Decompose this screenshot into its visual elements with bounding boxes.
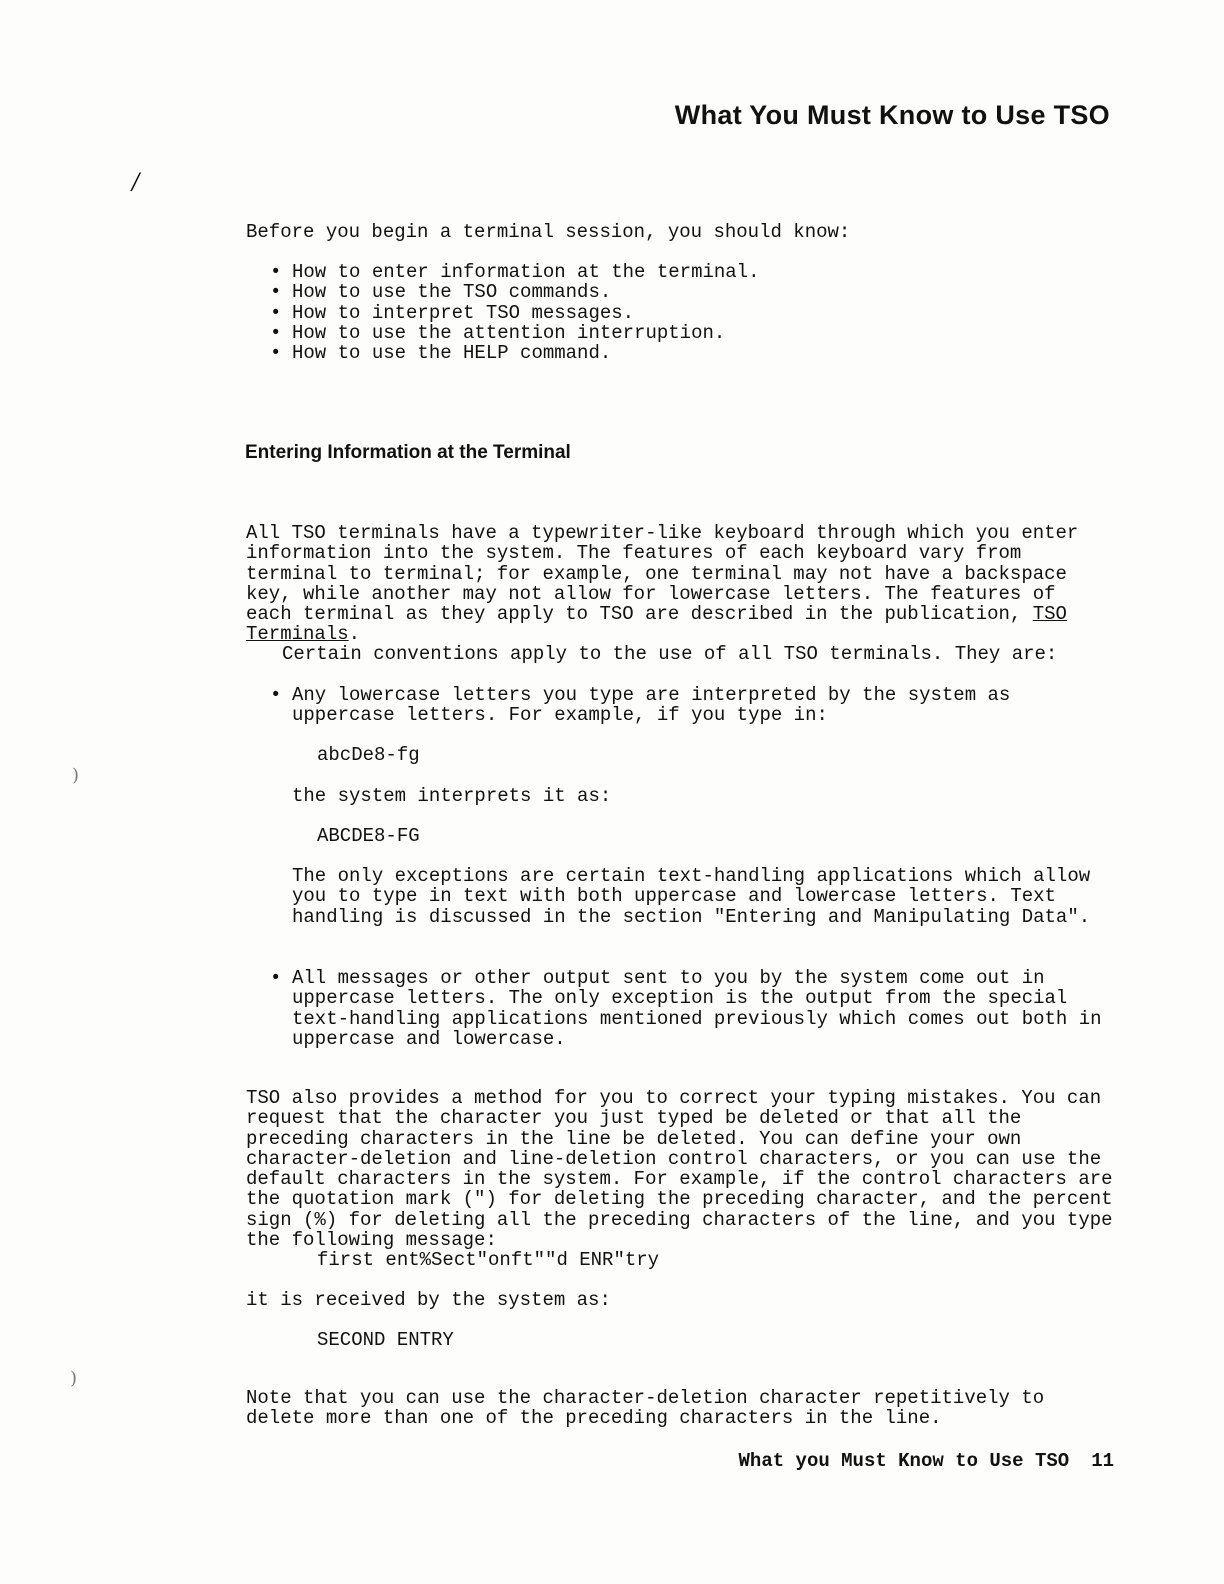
publication-reference: TSO Terminals: [246, 603, 1067, 646]
page-number: 11: [1091, 1450, 1114, 1472]
example-output: ABCDE8-FG: [317, 825, 420, 847]
list-item: [270, 685, 1120, 726]
example-input: abcDe8-fg: [317, 744, 420, 766]
intro-list: [270, 262, 759, 363]
example-received: SECOND ENTRY: [317, 1329, 454, 1351]
list-item: • How to use the HELP command.: [270, 343, 759, 363]
page-footer: [739, 1450, 1114, 1472]
paragraph-conventions: Certain conventions apply to the use of all TSO terminals. They are:: [282, 643, 1058, 665]
section-heading: Entering Information at the Terminal: [245, 442, 571, 463]
paragraph-text: All TSO terminals have a typewriter-like keyboard through which you enter information into the system. The features of each keyboard vary from terminal to terminal; for example, one terminal may not have a backspace key, while another may not allow for lowercase letters. The features of each terminal as they apply to TSO are described in the publication,: [246, 522, 1079, 626]
paragraph-terminals: [246, 523, 1106, 645]
list-item: • How to use the attention interruption.: [270, 323, 759, 343]
list-item: • How to interpret TSO messages.: [270, 303, 759, 323]
intro-text: Before you begin a terminal session, you should know:: [246, 221, 851, 243]
bullet-note: The only exceptions are certain text-handling applications which allow you to type in text with both uppercase and lowercase letters. Text handling is discussed in the section "Entering and Manipulating Data".: [292, 865, 1091, 928]
footer-title: What you Must Know to Use TSO: [738, 1450, 1070, 1472]
convention-list: [270, 685, 1120, 726]
margin-mark-icon: ): [72, 765, 80, 786]
ink-mark-icon: /: [132, 170, 140, 195]
list-item: [270, 968, 1110, 1049]
list-item: • How to use the TSO commands.: [270, 282, 759, 302]
list-item: • How to enter information at the terminal.: [270, 262, 759, 282]
bullet-icon: •: [270, 684, 282, 706]
paragraph-received: it is received by the system as:: [246, 1289, 611, 1311]
margin-mark-icon: ): [70, 1368, 78, 1389]
paragraph-text: .: [348, 623, 361, 646]
bullet-text: All messages or other output sent to you by the system come out in uppercase letters. The only exception is the output from the special text-handling applications mentioned previously which comes out both in uppercase and lowercase.: [292, 967, 1102, 1050]
example-typed: first ent%Sect"onft""d ENR"try: [317, 1249, 660, 1271]
bullet-text: the system interprets it as:: [292, 785, 612, 807]
paragraph-note: Note that you can use the character-deletion character repetitively to delete more than one of the preceding characters in the line.: [246, 1387, 1045, 1430]
bullet-icon: •: [270, 967, 282, 989]
page-title: What You Must Know to Use TSO: [674, 100, 1110, 130]
paragraph-correction: TSO also provides a method for you to correct your typing mistakes. You can request that the character you just typed be deleted or that all the preceding characters in the line be deleted. You can define your own character-deletion and line-deletion control characters, or you can use the default characters in the system. For example, if the control characters are the quotation mark (") for deleting the preceding character, and the percent sign (%) for deleting all the preceding characters of the line, and you type the following message:: [246, 1087, 1113, 1252]
bullet-text: Any lowercase letters you type are interpreted by the system as uppercase letters. For example, if you type in:: [292, 684, 1011, 727]
